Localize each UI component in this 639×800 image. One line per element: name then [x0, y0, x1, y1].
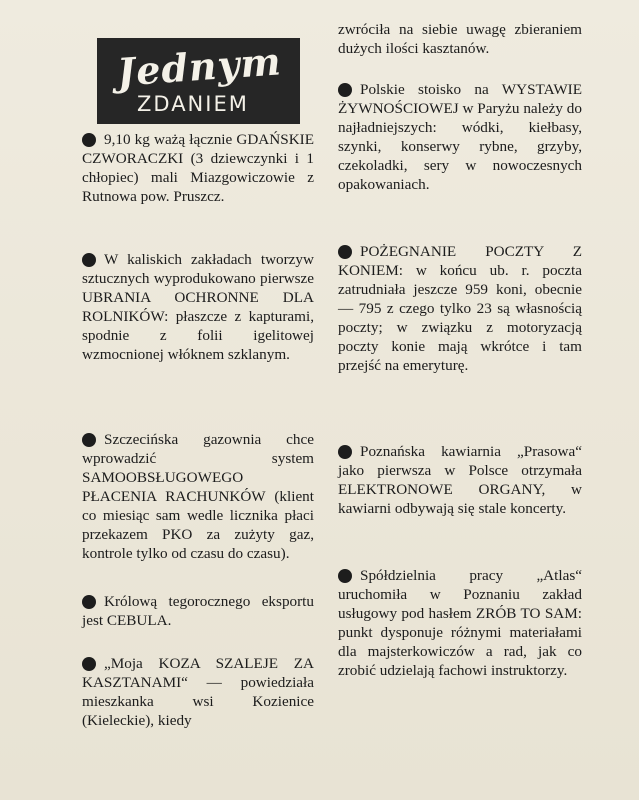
- news-item-text: „Moja KOZA SZALEJE ZA KASZTANAMI“ — powiedziała mieszkanka wsi Kozienice (Kieleckie), kiedy: [82, 655, 314, 729]
- news-item-text: POŻEGNANIE POCZTY Z KONIEM: w końcu ub. r. poczta zatrudniała jeszcze 959 koni, obecnie — 795 z czego tylko 23 są własnością poczty; w związku z motoryzacją poczty konie mają wkrótce i tam przejść na emeryturę.: [338, 243, 582, 374]
- header-title: Jednym: [115, 38, 284, 95]
- news-item: [338, 242, 582, 375]
- news-item-text: Poznańska kawiarnia „Prasowa“ jako pierwsza w Polsce otrzymała ELEKTRONOWE ORGANY, w kawiarni odbywają się stale koncerty.: [338, 443, 582, 517]
- news-item-text: Spółdzielnia pracy „Atlas“ uruchomiła w Poznaniu zakład usługowy pod hasłem ZRÓB TO SAM: punkt dysponuje różnymi materiałami dla majsterkowiczów a rad, jak co zrobić udzielają fachowi instruktorzy.: [338, 567, 582, 679]
- news-item-text: Królową tegorocznego eksportu jest CEBULA.: [82, 593, 314, 629]
- news-item: [82, 654, 314, 730]
- news-item: [82, 430, 314, 563]
- column-header: [97, 38, 300, 124]
- news-item: [338, 442, 582, 518]
- news-item: [338, 80, 582, 194]
- news-item: [82, 130, 314, 206]
- news-item: [82, 592, 314, 630]
- news-item-text: Szczecińska gazownia chce wprowadzić system SAMOOBSŁUGOWEGO PŁACENIA RACHUNKÓW (klient co miesiąc sam wedle licznika płaci przekazem PKO za zużyty gaz, kontrole tylko od czasu do czasu).: [82, 431, 314, 562]
- news-item-text: Polskie stoisko na WYSTAWIE ŻYWNOŚCIOWEJ w Paryżu należy do najładniejszych: wódki, kiełbasy, szynki, konserwy rybne, grzyby, czekoladki, sery w nowoczesnych opakowaniach.: [338, 81, 582, 193]
- news-item: [338, 566, 582, 680]
- header-subtitle: ZDANIEM: [137, 92, 249, 116]
- news-item-text: W kaliskich zakładach tworzyw sztucznych wyprodukowano pierwsze UBRANIA OCHRONNE DLA ROLNIKÓW: płaszcze z kapturami, spodnie z folii igelitowej wzmocnionej włóknem szklanym.: [82, 251, 314, 363]
- continued-text: zwróciła na siebie uwagę zbieraniem dużych ilości kasztanów.: [338, 21, 582, 57]
- news-item: [82, 250, 314, 364]
- news-item-text: 9,10 kg ważą łącznie GDAŃSKIE CZWORACZKI (3 dziewczynki i 1 chłopiec) mali Miazgowiczowie z Rutnowa pow. Pruszcz.: [82, 131, 314, 205]
